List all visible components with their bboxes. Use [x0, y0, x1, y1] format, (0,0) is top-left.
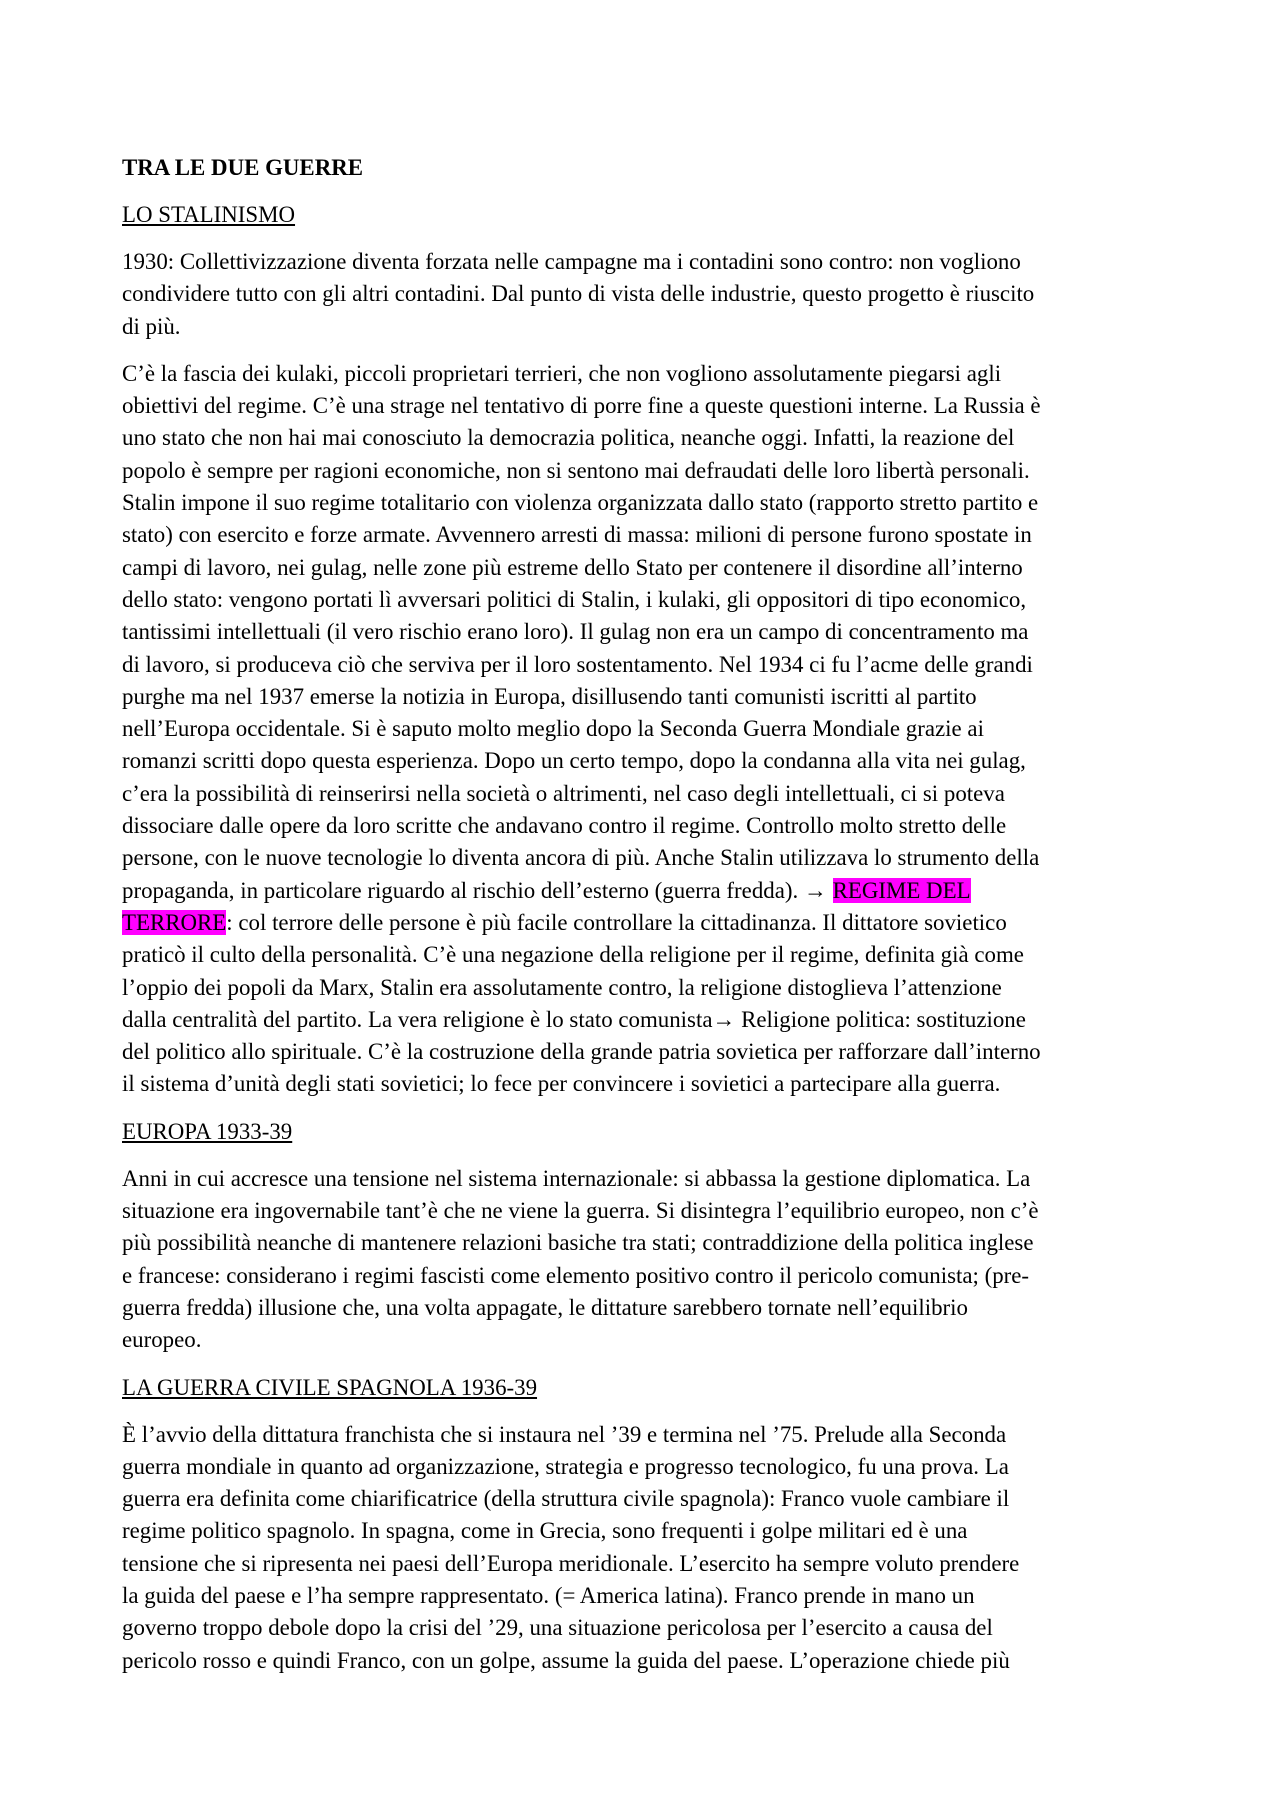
paragraph-kulaki — [122, 358, 1172, 1101]
text-line: praticò il culto della personalità. C’è una negazione della religione per il regime, definita già come — [122, 942, 1024, 968]
text-line: C’è la fascia dei kulaki, piccoli proprietari terrieri, che non vogliono assolutamente piegarsi agli — [122, 360, 1002, 386]
section-heading-guerra-civile: LA GUERRA CIVILE SPAGNOLA 1936-39 — [122, 1374, 538, 1400]
section-heading-stalinismo: LO STALINISMO — [122, 202, 296, 227]
text-fragment: dalla centralità del partito. La vera religione è lo stato comunista — [122, 1006, 713, 1032]
text-fragment: : col terrore delle persone è più facile controllare la cittadinanza. Il dittatore sovietico — [226, 909, 1007, 935]
text-line: situazione era ingovernabile tant’è che ne viene la guerra. Si disintegra l’equilibrio europeo, non c’è — [122, 1198, 1039, 1224]
text-line: il sistema d’unità degli stati sovietici; lo fece per convincere i sovietici a partecipare alla guerra. — [122, 1071, 1001, 1097]
text-line: governo troppo debole dopo la crisi del ’29, una situazione pericolosa per l’esercito a causa del — [122, 1615, 993, 1641]
text-line: condividere tutto con gli altri contadini. Dal punto di vista delle industrie, questo progetto è riuscito — [122, 281, 1035, 307]
text-line: di lavoro, si produceva ciò che serviva per il loro sostentamento. Nel 1934 ci fu l’acme delle grandi — [122, 651, 1033, 677]
text-line: Anni in cui accresce una tensione nel sistema internazionale: si abbassa la gestione diplomatica. La — [122, 1165, 1031, 1191]
highlight-terrore: TERRORE — [122, 909, 227, 935]
text-line: guerra mondiale in quanto ad organizzazione, strategia e progresso tecnologico, fu una prova. La — [122, 1453, 1009, 1479]
text-fragment: propaganda, in particolare riguardo al rischio dell’esterno (guerra fredda). — [122, 877, 804, 903]
text-line: guerra fredda) illusione che, una volta appagate, le dittature sarebbero tornate nell’equilibrio — [122, 1294, 968, 1320]
document-title: TRA LE DUE GUERRE — [122, 155, 364, 180]
text-line: È l’avvio della dittatura franchista che si instaura nel ’39 e termina nel ’75. Prelude alla Seconda — [122, 1421, 1007, 1447]
text-line: tantissimi intellettuali (il vero rischio erano loro). Il gulag non era un campo di concentramento ma — [122, 619, 1029, 645]
text-line: dello stato: vengono portati lì avversari politici di Stalin, i kulaki, gli oppositori di tipo economico, — [122, 586, 1027, 612]
section-heading-europa: EUROPA 1933-39 — [122, 1118, 293, 1144]
text-line: persone, con le nuove tecnologie lo diventa ancora di più. Anche Stalin utilizzava lo strumento della — [122, 845, 1040, 871]
text-line: 1930: Collettivizzazione diventa forzata nelle campagne ma i contadini sono contro: non vogliono — [122, 249, 1021, 274]
text-line: romanzi scritti dopo questa esperienza. Dopo un certo tempo, dopo la condanna alla vita nei gulag, — [122, 748, 1026, 774]
text-line: più possibilità neanche di mantenere relazioni basiche tra stati; contraddizione della politica inglese — [122, 1230, 1034, 1256]
text-line: e francese: considerano i regimi fascisti come elemento positivo contro il pericolo comunista; (pre- — [122, 1262, 1030, 1288]
text-line: stato) con esercito e forze armate. Avvennero arresti di massa: milioni di persone furono spostate in — [122, 522, 1032, 548]
text-line: campi di lavoro, nei gulag, nelle zone più estreme dello Stato per contenere il disordine all’interno — [122, 554, 1023, 580]
text-line: l’oppio dei popoli da Marx, Stalin era assolutamente contro, la religione distoglieva l’attenzione — [122, 974, 1002, 1000]
text-line: Stalin impone il suo regime totalitario con violenza organizzata dallo stato (rapporto stretto partito e — [122, 490, 1039, 516]
text-line-terrore — [122, 907, 1172, 939]
arrow-right-icon: → — [712, 1006, 736, 1032]
text-line: c’era la possibilità di reinserirsi nella società o altrimenti, nel caso degli intellettuali, ci si poteva — [122, 780, 1005, 806]
text-line: pericolo rosso e quindi Franco, con un golpe, assume la guida del paese. L’operazione chiede più — [122, 1647, 1010, 1673]
text-line: del politico allo spirituale. C’è la costruzione della grande patria sovietica per rafforzare dall’interno — [122, 1039, 1041, 1065]
document-body — [122, 152, 1172, 1692]
text-line: purghe ma nel 1937 emerse la notizia in Europa, disillusendo tanti comunisti iscritti al partito — [122, 683, 977, 709]
paragraph-guerra-civile — [122, 1419, 1172, 1677]
text-line-religione — [122, 1004, 1172, 1036]
highlight-regime-del: REGIME DEL — [832, 877, 971, 903]
paragraph-collettivizzazione — [122, 246, 1172, 343]
text-line: uno stato che non hai mai conosciuto la democrazia politica, neanche oggi. Infatti, la reazione del — [122, 425, 1015, 451]
text-line: dissociare dalle opere da loro scritte che andavano contro il regime. Controllo molto stretto delle — [122, 813, 1007, 839]
text-line: la guida del paese e l’ha sempre rappresentato. (= America latina). Franco prende in mano un — [122, 1582, 975, 1608]
text-line: nell’Europa occidentale. Si è saputo molto meglio dopo la Seconda Guerra Mondiale grazie ai — [122, 716, 984, 742]
text-line: obiettivi del regime. C’è una strage nel tentativo di porre fine a queste questioni interne. La Russia è — [122, 393, 1041, 419]
text-line: guerra era definita come chiarificatrice (della struttura civile spagnola): Franco vuole cambiare il — [122, 1486, 1010, 1512]
text-line: di più. — [122, 313, 181, 339]
text-line: tensione che si ripresenta nei paesi dell’Europa meridionale. L’esercito ha sempre voluto prendere — [122, 1550, 1020, 1576]
paragraph-europa — [122, 1163, 1172, 1357]
text-line: popolo è sempre per ragioni economiche, non si sentono mai defraudati delle loro libertà personali. — [122, 457, 1030, 483]
arrow-right-icon: → — [803, 877, 827, 903]
text-fragment: Religione politica: sostituzione — [735, 1006, 1026, 1032]
text-line-propaganda — [122, 875, 1172, 907]
text-line: regime politico spagnolo. In spagna, come in Grecia, sono frequenti i golpe militari ed è una — [122, 1518, 968, 1544]
text-line: europeo. — [122, 1327, 202, 1353]
